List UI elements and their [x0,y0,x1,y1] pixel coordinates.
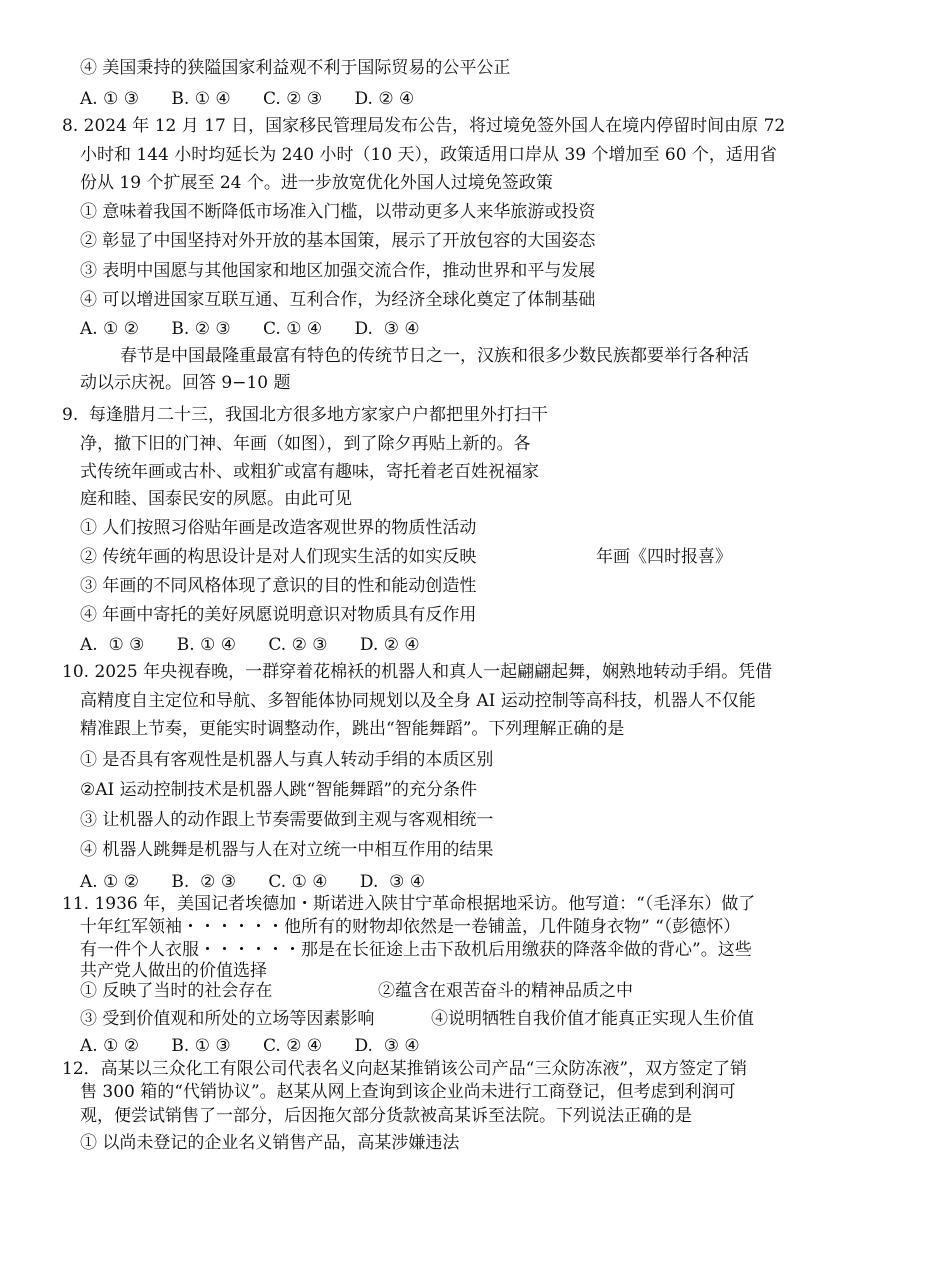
q8-option-2: ② 彰显了中国坚持对外开放的基本国策，展示了开放包容的大国姿态 [80,231,596,251]
q8-stem-line-1: 8. 2024 年 12 月 17 日，国家移民管理局发布公告，将过境免签外国人在境内停留时间由原 72 [62,116,786,136]
q11-option-4: ④说明牺牲自我价值才能真正实现人生价值 [431,1009,754,1029]
q10-option-4: ④ 机器人跳舞是机器与人在对立统一中相互作用的结果 [80,840,494,860]
q11-stem-line-4: 共产党人做出的价值选择 [80,961,267,981]
q10-stem-line-3: 精准跟上节奏，更能实时调整动作，跳出“智能舞蹈”。下列理解正确的是 [80,719,625,739]
q9-option-2: ② 传统年画的构思设计是对人们现实生活的如实反映 [80,547,477,567]
q9-option-3: ③ 年画的不同风格体现了意识的目的性和能动创造性 [80,576,477,596]
q9-stem-line-2: 净，撤下旧的门神、年画（如图），到了除夕再贴上新的。各 [80,434,531,454]
q11-option-2: ②蕴含在艰苦奋斗的精神品质之中 [378,981,633,1001]
q8-stem-line-2: 小时和 144 小时均延长为 240 小时（10 天），政策适用口岸从 39 个增加至 60 个，适用省 [80,145,777,165]
q7-option-4: ④ 美国秉持的狭隘国家利益观不利于国际贸易的公平公正 [80,58,511,78]
q8-stem-line-3: 份从 19 个扩展至 24 个。进一步放宽优化外国人过境免签政策 [80,173,553,193]
q10-option-2: ②AI 运动控制技术是机器人跳“智能舞蹈”的充分条件 [80,780,478,800]
q9-option-4: ④ 年画中寄托的美好夙愿说明意识对物质具有反作用 [80,605,477,625]
q9-stem-line-4: 庭和睦、国泰民安的夙愿。由此可见 [80,489,352,509]
q12-stem-line-2: 售 300 箱的“代销协议”。赵某从网上查询到该企业尚未进行工商登记，但考虑到利润可 [80,1082,736,1102]
q10-stem-line-1: 10. 2025 年央视春晚，一群穿着花棉袄的机器人和真人一起翩翩起舞，娴熟地转动手绢。凭借 [62,662,773,682]
q12-option-1: ① 以尚未登记的企业名义销售产品，高某涉嫌违法 [80,1133,460,1153]
q11-stem-line-3: 有一件个人衣服・・・・・・那是在长征途上击下敌机后用缴获的降落伞做的背心”。这些 [80,940,752,960]
q8-option-3: ③ 表明中国愿与其他国家和地区加强交流合作，推动世界和平与发展 [80,261,596,281]
q11-option-1: ① 反映了当时的社会存在 [80,981,273,1001]
q7-choices: A. ① ③ B. ① ④ C. ② ③ D. ② ④ [80,89,415,109]
q9-stem-line-3: 式传统年画或古朴、或粗犷或富有趣味，寄托着老百姓祝福家 [80,462,539,482]
q9-stem-line-1: 9. 每逢腊月二十三，我国北方很多地方家家户户都把里外打扫干 [62,405,549,425]
q9-option-1: ① 人们按照习俗贴年画是改造客观世界的物质性活动 [80,518,477,538]
q9-choices: A. ① ③ B. ① ④ C. ② ③ D. ② ④ [80,635,420,655]
q10-option-1: ① 是否具有客观性是机器人与真人转动手绢的本质区别 [80,750,494,770]
q10-option-3: ③ 让机器人的动作跟上节奏需要做到主观与客观相统一 [80,810,494,830]
q10-stem-line-2: 高精度自主定位和导航、多智能体协同规划以及全身 AI 运动控制等高科技，机器人不仅能 [80,691,756,711]
q8-option-4: ④ 可以增进国家互联互通、互利合作，为经济全球化奠定了体制基础 [80,290,596,310]
q11-choices: A. ① ② B. ① ③ C. ② ④ D. ③ ④ [80,1036,420,1056]
q8-option-1: ① 意味着我国不断降低市场准入门槛，以带动更多人来华旅游或投资 [80,202,596,222]
q11-stem-line-1: 11. 1936 年，美国记者埃德加・斯诺进入陕甘宁革命根据地采访。他写道：“（毛泽东）做了 [62,894,756,914]
q11-stem-line-2: 十年红军领袖・・・・・・他所有的财物却依然是一卷铺盖，几件随身衣物” “（彭德怀） [80,917,741,937]
q10-choices: A. ① ② B. ② ③ C. ① ④ D. ③ ④ [80,872,426,892]
intro-line-1: 春节是中国最隆重最富有特色的传统节日之一，汉族和很多少数民族都要举行各种活 [120,346,749,366]
q8-choices: A. ① ② B. ② ③ C. ① ④ D. ③ ④ [80,319,420,339]
q12-stem-line-3: 观，便尝试销售了一部分，后因拖欠部分货款被高某诉至法院。下列说法正确的是 [80,1106,692,1126]
intro-line-2: 动以示庆祝。回答 9−10 题 [80,373,291,393]
q11-option-3: ③ 受到价值观和所处的立场等因素影响 [80,1009,375,1029]
q12-stem-line-1: 12．高某以三众化工有限公司代表名义向赵某推销该公司产品“三众防冻液”，双方签定了销 [62,1059,748,1079]
q9-figure-caption: 年画《四时报喜》 [596,547,732,567]
